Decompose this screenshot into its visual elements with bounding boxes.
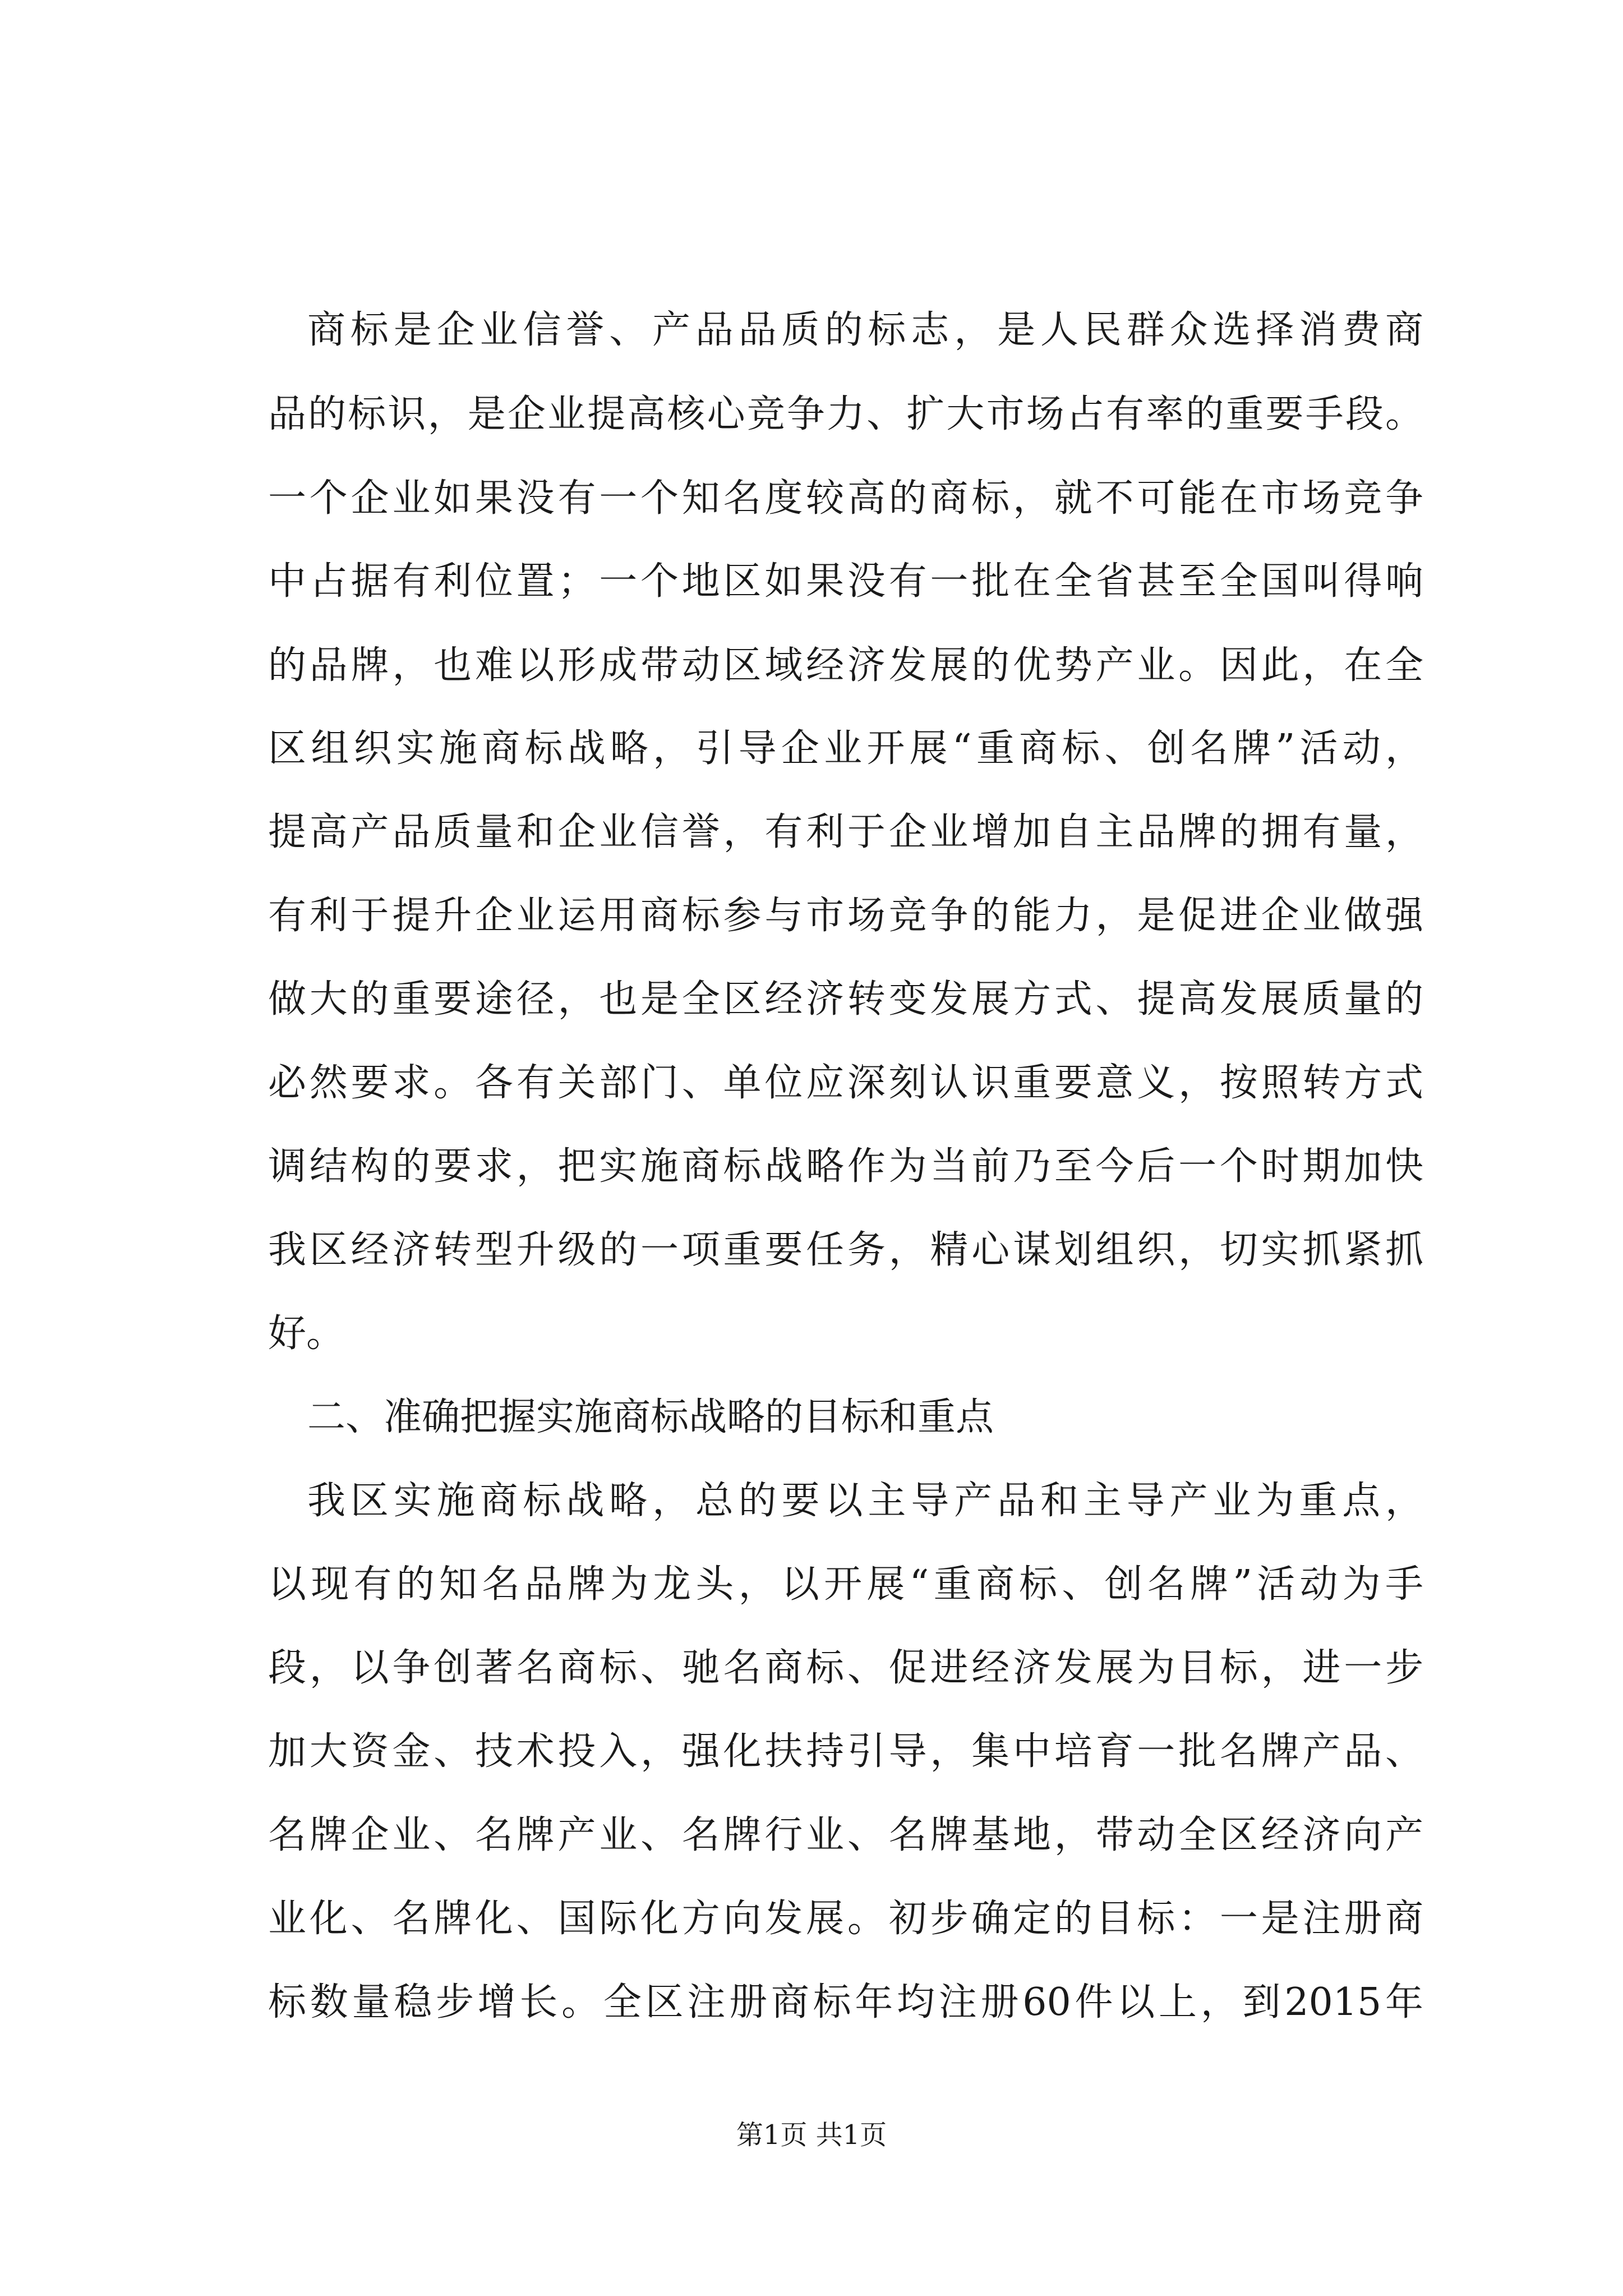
paragraph-1-line-2: 品的标识，是企业提高核心竞争力、扩大市场占有率的重要手段。 [268,392,1423,436]
paragraph-1-line-8: 有利于提升企业运用商标参与市场竞争的能力，是促进企业做强 [268,894,1423,938]
paragraph-1-line-13: 好。 [268,1312,345,1356]
paragraph-2-line-2: 以现有的知名品牌为龙头，以开展“重商标、创名牌”活动为手 [268,1562,1423,1607]
paragraph-1-line-11: 调结构的要求，把实施商标战略作为当前乃至今后一个时期加快 [268,1144,1423,1189]
paragraph-1-line-5: 的品牌，也难以形成带动区域经济发展的优势产业。因此，在全 [268,643,1423,688]
section-heading: 二、准确把握实施商标战略的目标和重点 [307,1395,994,1439]
paragraph-1-line-12: 我区经济转型升级的一项重要任务，精心谋划组织，切实抓紧抓 [268,1228,1423,1272]
page-footer: 第1页 共1页 [736,2119,887,2151]
paragraph-1-line-4: 中占据有利位置；一个地区如果没有一批在全省甚至全国叫得响 [268,559,1423,604]
paragraph-2-line-7: 标数量稳步增长。全区注册商标年均注册60件以上，到2015年 [268,1980,1423,2024]
paragraph-1-line-7: 提高产品质量和企业信誉，有利于企业增加自主品牌的拥有量， [268,810,1423,854]
paragraph-2-line-5: 名牌企业、名牌产业、名牌行业、名牌基地，带动全区经济向产 [268,1813,1423,1857]
paragraph-1-line-6: 区组织实施商标战略，引导企业开展“重商标、创名牌”活动， [268,726,1423,771]
paragraph-1-line-10: 必然要求。各有关部门、单位应深刻认识重要意义，按照转方式 [268,1061,1423,1105]
paragraph-2-line-1: 我区实施商标战略，总的要以主导产品和主导产业为重点， [307,1479,1423,1523]
paragraph-1-line-1: 商标是企业信誉、产品品质的标志，是人民群众选择消费商 [307,308,1423,352]
paragraph-1-line-3: 一个企业如果没有一个知名度较高的商标，就不可能在市场竞争 [268,476,1423,521]
paragraph-1-line-9: 做大的重要途径，也是全区经济转变发展方式、提高发展质量的 [268,977,1423,1022]
paragraph-2-line-6: 业化、名牌化、国际化方向发展。初步确定的目标：一是注册商 [268,1897,1423,1941]
paragraph-2-line-3: 段，以争创著名商标、驰名商标、促进经济发展为目标，进一步 [268,1646,1423,1690]
paragraph-2-line-4: 加大资金、技术投入，强化扶持引导，集中培育一批名牌产品、 [268,1729,1423,1774]
